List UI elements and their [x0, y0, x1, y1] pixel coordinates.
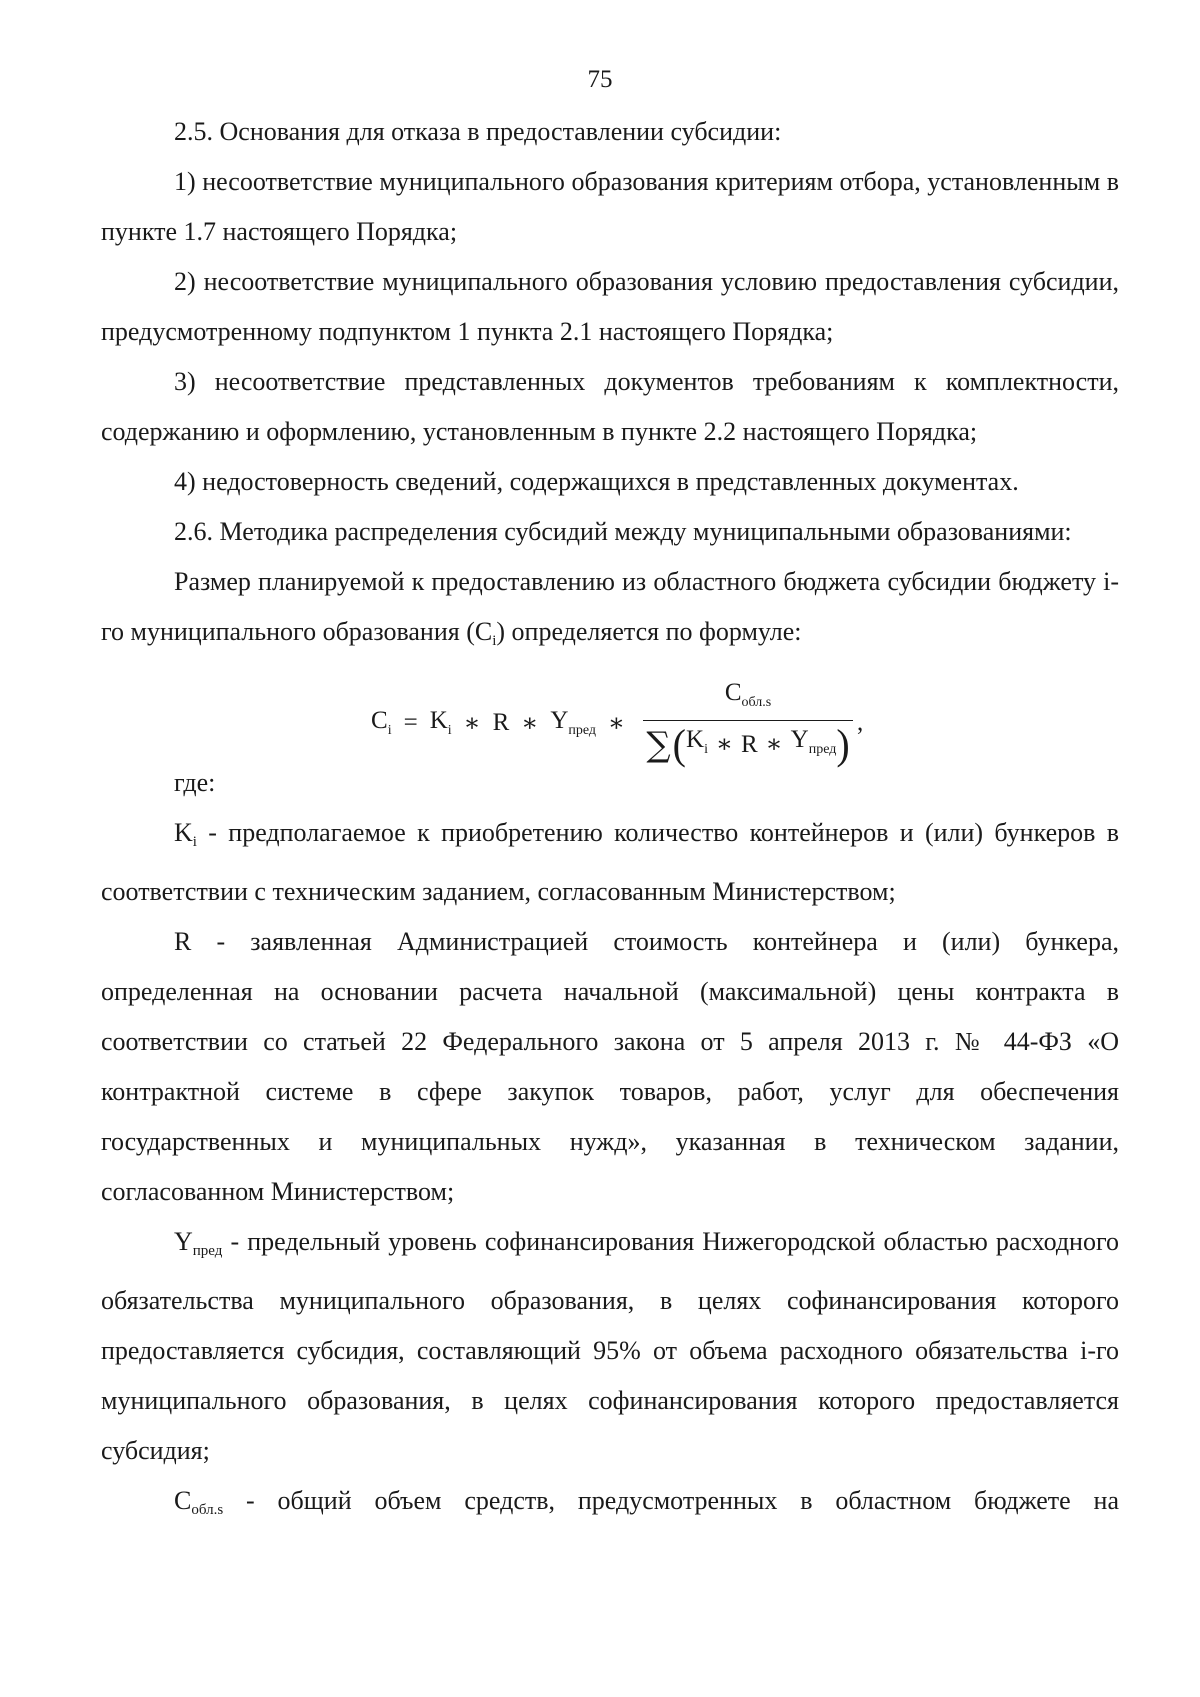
den-star-2: ∗	[765, 731, 783, 758]
definition-ki: $K_i$ - предполагаемое к приобретению количество контейнеров и (или) бункеров в соответствии с техническим заданием, согласованным Министерством;	[101, 818, 1119, 906]
paragraph-2-5: 2.5. Основания для отказа в предоставлении субсидии:	[174, 117, 782, 146]
den-r: R	[740, 731, 758, 758]
right-paren: )	[836, 720, 850, 769]
subsidy-size-sub: i	[492, 633, 497, 649]
formula-star-1: ∗	[463, 709, 481, 737]
formula	[371, 678, 863, 767]
subsidy-size-tail: ) определяется по формуле:	[496, 617, 802, 646]
formula-lhs	[371, 707, 625, 739]
den-ki: $K_i$	[686, 726, 708, 757]
where-label: где:	[174, 768, 216, 797]
definition-c: $C_{обл.s}$ - общий объем средств, предусмотренных в областном бюджете на	[174, 1486, 1119, 1518]
paragraph-item-4: 4) недостоверность сведений, содержащихся в представленных документах.	[174, 467, 1019, 496]
formula-star-2: ∗	[521, 709, 539, 737]
sum-symbol: ∑	[646, 725, 671, 765]
formula-equals: =	[403, 708, 418, 736]
subsidy-size-text: Размер планируемой к предоставлению из областного бюджета субсидии бюджету i-го муниципального образования (C	[101, 567, 1119, 646]
formula-y: $Y_{пред}$	[550, 706, 597, 738]
paragraph-item-3: 3) несоответствие представленных документов требованиям к комплектности, содержанию и оформлению, установленным в пункте 2.2 настоящего Порядка;	[101, 367, 1119, 446]
formula-block	[101, 666, 1119, 769]
definition-r: R - заявленная Администрацией стоимость контейнера и (или) бункера, определенная на основании расчета начальной (максимальной) цены контракта в соответствии со статьей 22 Федерального закона от 5 апреля 2013 г. № 44-ФЗ «О контрактной системе в сфере закупок товаров, работ, услуг для обеспечения государственных и муниципальных нужд», указанная в техническом задании, согласованном Министерством;	[101, 927, 1119, 1206]
formula-ci: $C_i$	[371, 706, 392, 738]
paragraph-subsidy-size	[101, 557, 1119, 666]
formula-numerator: $C_{обл.s}$	[724, 679, 772, 710]
formula-star-3: ∗	[608, 709, 626, 737]
formula-ki: $K_i$	[429, 706, 452, 738]
definition-y: $Y_{пред}$ - предельный уровень софинансирования Нижегородской областью расходного обязательства муниципального образования, в целях софинансирования которого предоставляется субсидия, составляющий 95% от объема расходного обязательства i-го муниципального образования, в целях софинансирования которого предоставляется субсидия;	[101, 1227, 1119, 1465]
paragraph-item-1: 1) несоответствие муниципального образования критериям отбора, установленным в пункте 1.7 настоящего Порядка;	[101, 167, 1119, 246]
formula-fraction	[643, 678, 853, 767]
document-body	[101, 107, 1119, 1535]
page-number: 75	[587, 66, 613, 93]
paragraph-2-6: 2.6. Методика распределения субсидий между муниципальными образованиями:	[174, 517, 1072, 546]
den-star-1: ∗	[715, 731, 733, 758]
den-y: $Y_{пред}$	[790, 726, 837, 757]
formula-r: R	[492, 708, 510, 736]
left-paren: (	[672, 720, 686, 769]
paragraph-item-2: 2) несоответствие муниципального образования условию предоставления субсидии, предусмотренному подпунктом 1 пункта 2.1 настоящего Порядка;	[101, 267, 1119, 346]
formula-denominator	[646, 721, 849, 767]
formula-comma: ,	[857, 708, 864, 736]
